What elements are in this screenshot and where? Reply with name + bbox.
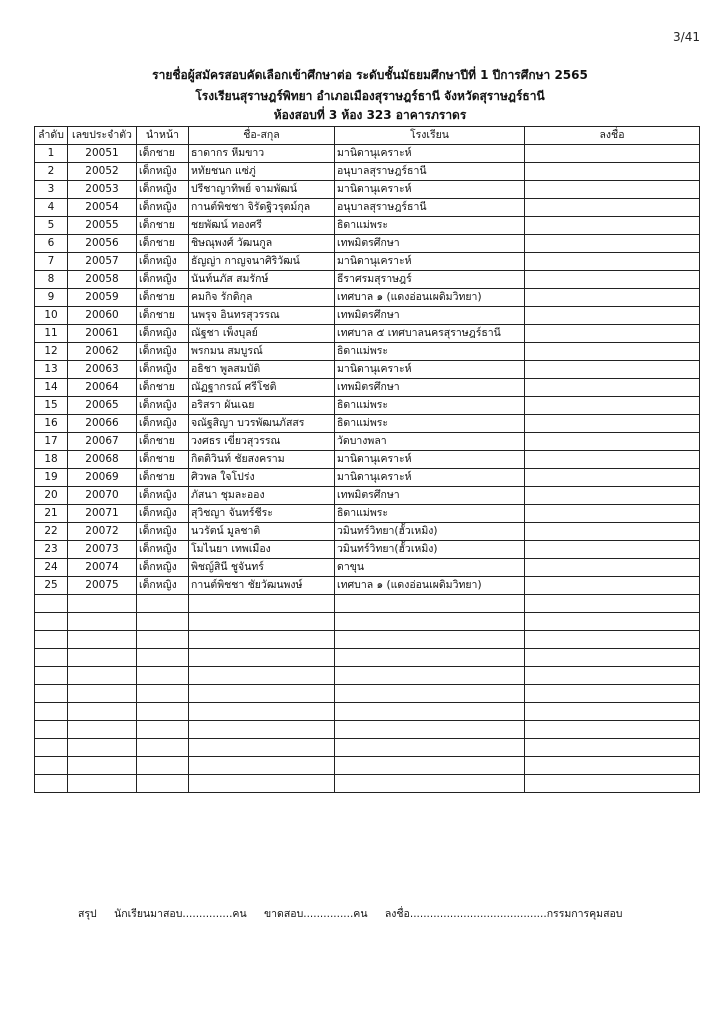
cell-name: ภัสนา ชุมละออง	[189, 487, 335, 505]
cell-signature	[525, 541, 700, 559]
cell-school: เทศบาล ๑ (แดงอ่อนเผดิมวิทยา)	[335, 289, 525, 307]
cell-signature	[525, 397, 700, 415]
table-row	[35, 397, 700, 415]
cell-id: 20071	[68, 505, 137, 523]
cell-id: 20060	[68, 307, 137, 325]
cell-id: 20056	[68, 235, 137, 253]
cell-signature	[525, 451, 700, 469]
cell-title: เด็กหญิง	[137, 253, 189, 271]
cell-id: 20069	[68, 469, 137, 487]
cell-name: หทัยชนก แซ่ภู่	[189, 163, 335, 181]
cell-name: คมกิจ รักดิกุล	[189, 289, 335, 307]
empty-table-row	[35, 631, 700, 649]
table-row	[35, 559, 700, 577]
cell-name: พิชญ์สินี ชูจันทร์	[189, 559, 335, 577]
table-row	[35, 523, 700, 541]
cell-signature	[525, 775, 700, 793]
cell-name: ชิษณุพงศ์ วัฒนกูล	[189, 235, 335, 253]
cell-order	[35, 721, 68, 739]
cell-order: 1	[35, 145, 68, 163]
cell-school	[335, 739, 525, 757]
cell-name	[189, 613, 335, 631]
cell-school	[335, 775, 525, 793]
empty-table-row	[35, 703, 700, 721]
table-row	[35, 379, 700, 397]
cell-id: 20068	[68, 451, 137, 469]
cell-order	[35, 739, 68, 757]
cell-name: ธัญญ่า กาญจนาศิริวัฒน์	[189, 253, 335, 271]
cell-id: 20065	[68, 397, 137, 415]
cell-signature	[525, 595, 700, 613]
cell-order: 8	[35, 271, 68, 289]
cell-name	[189, 721, 335, 739]
table-row	[35, 469, 700, 487]
cell-signature	[525, 289, 700, 307]
cell-school: ธิดาแม่พระ	[335, 397, 525, 415]
cell-id: 20062	[68, 343, 137, 361]
cell-school	[335, 649, 525, 667]
cell-title: เด็กชาย	[137, 145, 189, 163]
cell-signature	[525, 667, 700, 685]
cell-title	[137, 649, 189, 667]
cell-order: 10	[35, 307, 68, 325]
table-row	[35, 181, 700, 199]
cell-id: 20054	[68, 199, 137, 217]
cell-name	[189, 703, 335, 721]
cell-title: เด็กชาย	[137, 307, 189, 325]
cell-name: ศิวพล ใจโปร่ง	[189, 469, 335, 487]
cell-order: 19	[35, 469, 68, 487]
cell-signature	[525, 613, 700, 631]
applicant-table	[34, 126, 700, 793]
cell-title: เด็กชาย	[137, 451, 189, 469]
cell-order: 15	[35, 397, 68, 415]
cell-order: 9	[35, 289, 68, 307]
cell-order	[35, 667, 68, 685]
cell-id	[68, 703, 137, 721]
empty-table-row	[35, 721, 700, 739]
cell-signature	[525, 271, 700, 289]
cell-order: 23	[35, 541, 68, 559]
table-row	[35, 235, 700, 253]
cell-order: 13	[35, 361, 68, 379]
cell-name: กิตติวินท์ ชัยสงคราม	[189, 451, 335, 469]
cell-name: โมไนยา เทพเมือง	[189, 541, 335, 559]
column-header-name: ชื่อ-สกุล	[189, 127, 335, 145]
cell-signature	[525, 379, 700, 397]
cell-title: เด็กชาย	[137, 217, 189, 235]
cell-order: 14	[35, 379, 68, 397]
cell-id: 20057	[68, 253, 137, 271]
cell-title: เด็กหญิง	[137, 397, 189, 415]
cell-title	[137, 775, 189, 793]
empty-table-row	[35, 775, 700, 793]
cell-title	[137, 613, 189, 631]
cell-order: 7	[35, 253, 68, 271]
cell-school: ธีราศรมสุราษฎร์	[335, 271, 525, 289]
cell-order: 18	[35, 451, 68, 469]
cell-signature	[525, 685, 700, 703]
cell-signature	[525, 577, 700, 595]
table-row	[35, 199, 700, 217]
cell-school	[335, 703, 525, 721]
cell-signature	[525, 631, 700, 649]
cell-school: มานิดานุเคราะห์	[335, 181, 525, 199]
cell-title: เด็กหญิง	[137, 199, 189, 217]
cell-order: 3	[35, 181, 68, 199]
cell-id	[68, 595, 137, 613]
cell-school: มานิดานุเคราะห์	[335, 145, 525, 163]
cell-title: เด็กชาย	[137, 433, 189, 451]
cell-school: มานิดานุเคราะห์	[335, 451, 525, 469]
cell-signature	[525, 325, 700, 343]
cell-school	[335, 613, 525, 631]
cell-school: มานิดานุเคราะห์	[335, 361, 525, 379]
cell-name	[189, 595, 335, 613]
empty-table-row	[35, 595, 700, 613]
cell-name	[189, 631, 335, 649]
cell-name: วงศธร เขี่ยวสุวรรณ	[189, 433, 335, 451]
cell-signature	[525, 235, 700, 253]
cell-order	[35, 631, 68, 649]
cell-name: ชยพัฒน์ ทองศรี	[189, 217, 335, 235]
cell-name: ธาดากร หีมขาว	[189, 145, 335, 163]
cell-school: เทศบาล ๕ เทศบาลนครสุราษฎร์ธานี	[335, 325, 525, 343]
cell-order	[35, 757, 68, 775]
cell-id: 20075	[68, 577, 137, 595]
cell-title: เด็กชาย	[137, 469, 189, 487]
cell-title: เด็กหญิง	[137, 523, 189, 541]
cell-title: เด็กหญิง	[137, 361, 189, 379]
table-row	[35, 361, 700, 379]
cell-id	[68, 613, 137, 631]
cell-id: 20073	[68, 541, 137, 559]
column-header-signature: ลงชื่อ	[525, 127, 700, 145]
cell-order: 21	[35, 505, 68, 523]
cell-name	[189, 757, 335, 775]
cell-id	[68, 667, 137, 685]
cell-signature	[525, 415, 700, 433]
cell-school: ดาขุน	[335, 559, 525, 577]
cell-name: จณัฐสิญา บวรพัฒนภัสสร	[189, 415, 335, 433]
table-row	[35, 145, 700, 163]
cell-title: เด็กหญิง	[137, 343, 189, 361]
cell-name: สุวิชญา จันทร์ชีระ	[189, 505, 335, 523]
table-row	[35, 451, 700, 469]
cell-signature	[525, 343, 700, 361]
empty-table-row	[35, 613, 700, 631]
cell-name: ปรีชาญาทิพย์ จามพัฒน์	[189, 181, 335, 199]
cell-title: เด็กหญิง	[137, 271, 189, 289]
cell-school	[335, 757, 525, 775]
cell-signature	[525, 181, 700, 199]
cell-id: 20051	[68, 145, 137, 163]
cell-id	[68, 721, 137, 739]
cell-school	[335, 721, 525, 739]
cell-signature	[525, 721, 700, 739]
cell-id	[68, 649, 137, 667]
cell-school	[335, 631, 525, 649]
cell-order: 22	[35, 523, 68, 541]
cell-title	[137, 631, 189, 649]
cell-id: 20059	[68, 289, 137, 307]
cell-order: 6	[35, 235, 68, 253]
cell-id: 20061	[68, 325, 137, 343]
cell-id: 20067	[68, 433, 137, 451]
cell-school: อนุบาลสุราษฎร์ธานี	[335, 163, 525, 181]
cell-signature	[525, 505, 700, 523]
absent-count-field: ขาดสอบ...............คน	[263, 908, 368, 920]
exam-room: ห้องสอบที่ 3 ห้อง 323 อาคารภราดร	[273, 108, 467, 122]
cell-name	[189, 739, 335, 757]
cell-school: เทพมิตรศึกษา	[335, 379, 525, 397]
document-title: รายชื่อผู้สมัครสอบคัดเลือกเข้าศึกษาต่อ ระดับชั้นมัธยมศึกษาปีที่ 1 ปีการศึกษา 2565	[152, 68, 588, 82]
cell-order: 25	[35, 577, 68, 595]
empty-table-row	[35, 649, 700, 667]
cell-order: 2	[35, 163, 68, 181]
cell-name: ณัฏฐากรณ์ ศรีโชติ	[189, 379, 335, 397]
cell-order: 17	[35, 433, 68, 451]
table-body	[35, 145, 700, 793]
cell-name: กานต์พิชชา ชัยวัฒนพงษ์	[189, 577, 335, 595]
summary-label: สรุป	[78, 908, 97, 920]
cell-signature	[525, 757, 700, 775]
empty-table-row	[35, 667, 700, 685]
cell-signature	[525, 739, 700, 757]
cell-order	[35, 595, 68, 613]
cell-order: 20	[35, 487, 68, 505]
table-row	[35, 487, 700, 505]
cell-signature	[525, 163, 700, 181]
cell-title: เด็กหญิง	[137, 559, 189, 577]
cell-title	[137, 757, 189, 775]
table-row	[35, 325, 700, 343]
cell-title: เด็กชาย	[137, 289, 189, 307]
cell-title: เด็กหญิง	[137, 181, 189, 199]
cell-school: วมินทร์วิทยา(ฮั้วเหมิง)	[335, 541, 525, 559]
cell-name	[189, 775, 335, 793]
cell-name: ณัฐชา เพ็งบุลย์	[189, 325, 335, 343]
empty-table-row	[35, 739, 700, 757]
table-row	[35, 577, 700, 595]
cell-signature	[525, 559, 700, 577]
cell-title: เด็กหญิง	[137, 487, 189, 505]
cell-order	[35, 685, 68, 703]
cell-id	[68, 757, 137, 775]
cell-order	[35, 703, 68, 721]
table-row	[35, 271, 700, 289]
table-row	[35, 307, 700, 325]
cell-order: 4	[35, 199, 68, 217]
cell-name	[189, 649, 335, 667]
cell-school: มานิดานุเคราะห์	[335, 469, 525, 487]
cell-title	[137, 685, 189, 703]
cell-title: เด็กหญิง	[137, 541, 189, 559]
cell-order	[35, 613, 68, 631]
present-count-field: นักเรียนมาสอบ...............คน	[114, 908, 247, 920]
cell-name: อริสรา ผันเฉย	[189, 397, 335, 415]
table-row	[35, 541, 700, 559]
cell-order: 11	[35, 325, 68, 343]
cell-title	[137, 595, 189, 613]
cell-school: ธิดาแม่พระ	[335, 415, 525, 433]
cell-name: อธิชา พูลสมบัติ	[189, 361, 335, 379]
table-row	[35, 415, 700, 433]
summary-line	[78, 905, 634, 922]
cell-name: กานต์พิชชา จิรัดฐิวรุตม์กุล	[189, 199, 335, 217]
column-header-order: ลำดับ	[35, 127, 68, 145]
cell-id: 20058	[68, 271, 137, 289]
cell-title: เด็กชาย	[137, 379, 189, 397]
cell-name: นพรุจ อินทรสุวรรณ	[189, 307, 335, 325]
cell-name: นันท์นภัส สมรักษ์	[189, 271, 335, 289]
cell-id	[68, 739, 137, 757]
cell-signature	[525, 217, 700, 235]
table-row	[35, 343, 700, 361]
column-header-id: เลขประจำตัว	[68, 127, 137, 145]
cell-signature	[525, 253, 700, 271]
cell-school: เทพมิตรศึกษา	[335, 307, 525, 325]
table-header-row	[35, 127, 700, 145]
table-row	[35, 217, 700, 235]
cell-signature	[525, 307, 700, 325]
cell-title	[137, 703, 189, 721]
table-row	[35, 433, 700, 451]
cell-school: เทพมิตรศึกษา	[335, 487, 525, 505]
cell-order	[35, 649, 68, 667]
cell-title: เด็กหญิง	[137, 415, 189, 433]
cell-order: 24	[35, 559, 68, 577]
cell-title: เด็กหญิง	[137, 577, 189, 595]
cell-order: 12	[35, 343, 68, 361]
cell-title: เด็กชาย	[137, 235, 189, 253]
cell-school	[335, 667, 525, 685]
cell-school: ธิดาแม่พระ	[335, 343, 525, 361]
cell-order: 5	[35, 217, 68, 235]
cell-school: เทพมิตรศึกษา	[335, 235, 525, 253]
cell-id: 20066	[68, 415, 137, 433]
cell-school: วัดบางพลา	[335, 433, 525, 451]
cell-id	[68, 775, 137, 793]
cell-signature	[525, 433, 700, 451]
cell-title: เด็กหญิง	[137, 163, 189, 181]
cell-id: 20063	[68, 361, 137, 379]
table-row	[35, 505, 700, 523]
cell-school: เทศบาล ๑ (แดงอ่อนเผดิมวิทยา)	[335, 577, 525, 595]
cell-title	[137, 739, 189, 757]
cell-title	[137, 667, 189, 685]
cell-school	[335, 595, 525, 613]
cell-school: วมินทร์วิทยา(ฮั้วเหมิง)	[335, 523, 525, 541]
cell-signature	[525, 703, 700, 721]
cell-title: เด็กหญิง	[137, 505, 189, 523]
empty-table-row	[35, 757, 700, 775]
cell-id: 20055	[68, 217, 137, 235]
cell-id	[68, 631, 137, 649]
cell-order: 16	[35, 415, 68, 433]
table-row	[35, 253, 700, 271]
cell-name: พรกมน สมบูรณ์	[189, 343, 335, 361]
cell-id: 20070	[68, 487, 137, 505]
empty-table-row	[35, 685, 700, 703]
cell-signature	[525, 523, 700, 541]
cell-name: นวรัตน์ มูลชาติ	[189, 523, 335, 541]
cell-title	[137, 721, 189, 739]
cell-signature	[525, 649, 700, 667]
cell-id: 20074	[68, 559, 137, 577]
column-header-title: นำหน้า	[137, 127, 189, 145]
proctor-signature-field: ลงชื่อ.........................................กรรมการคุมสอบ	[384, 908, 623, 920]
cell-signature	[525, 487, 700, 505]
cell-id: 20053	[68, 181, 137, 199]
cell-signature	[525, 145, 700, 163]
school-location: โรงเรียนสุราษฎร์พิทยา อำเภอเมืองสุราษฎร์ธานี จังหวัดสุราษฎร์ธานี	[195, 89, 545, 103]
cell-name	[189, 685, 335, 703]
cell-id: 20072	[68, 523, 137, 541]
cell-school	[335, 685, 525, 703]
cell-signature	[525, 199, 700, 217]
cell-school: ธิดาแม่พระ	[335, 217, 525, 235]
cell-signature	[525, 361, 700, 379]
cell-title: เด็กหญิง	[137, 325, 189, 343]
cell-school: มานิดานุเคราะห์	[335, 253, 525, 271]
cell-name	[189, 667, 335, 685]
page-number: 3/41	[673, 30, 700, 44]
cell-id: 20052	[68, 163, 137, 181]
table-row	[35, 289, 700, 307]
cell-order	[35, 775, 68, 793]
cell-id: 20064	[68, 379, 137, 397]
cell-school: ธิดาแม่พระ	[335, 505, 525, 523]
cell-school: อนุบาลสุราษฎร์ธานี	[335, 199, 525, 217]
cell-signature	[525, 469, 700, 487]
table-row	[35, 163, 700, 181]
column-header-school: โรงเรียน	[335, 127, 525, 145]
cell-id	[68, 685, 137, 703]
